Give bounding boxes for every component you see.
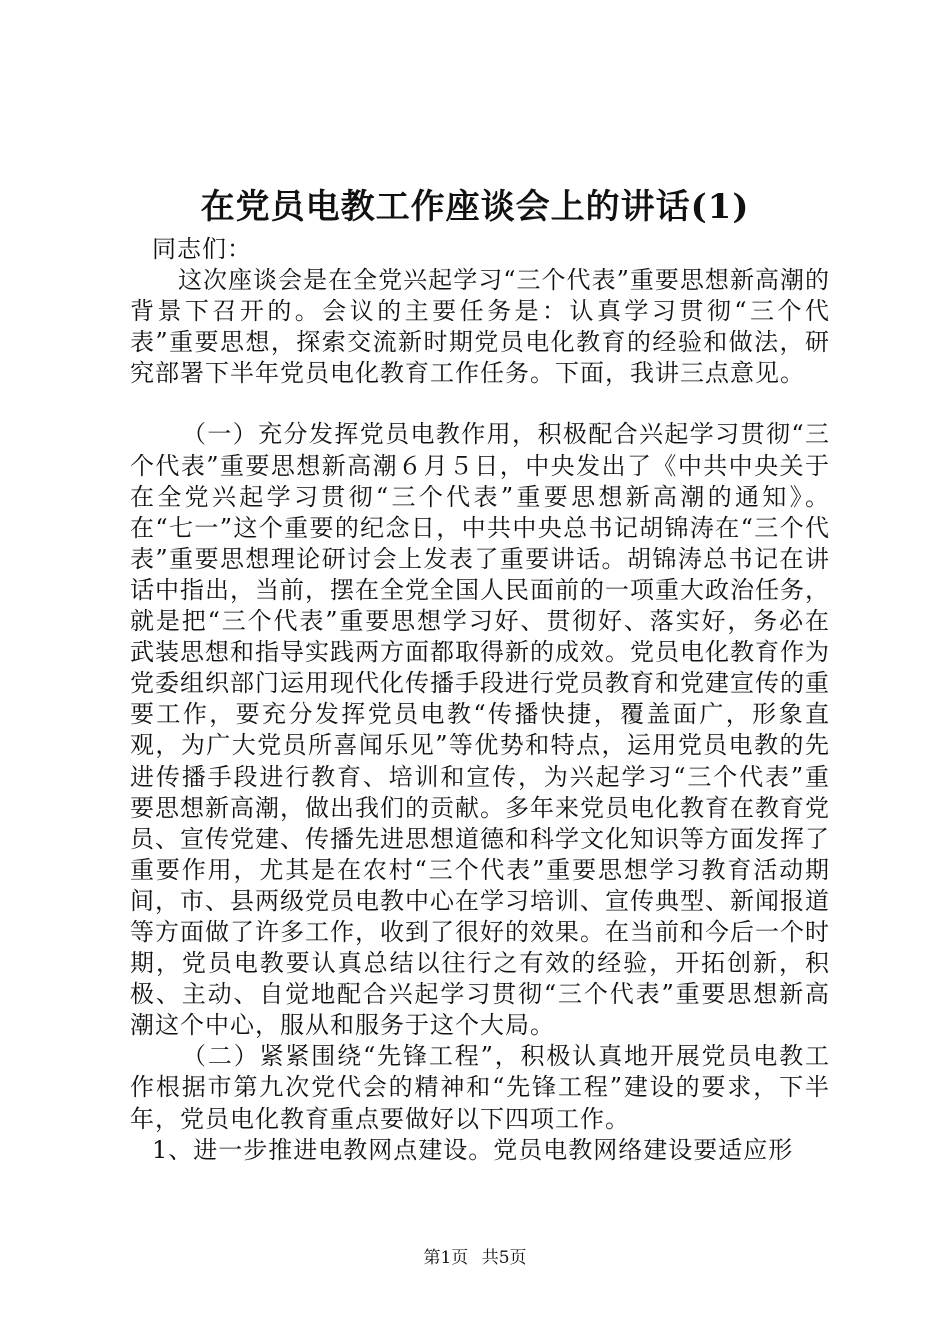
- salutation: 同志们：: [152, 235, 252, 263]
- page-footer: [0, 1246, 950, 1270]
- document-title: 在党员电教工作座谈会上的讲话(1): [200, 187, 750, 227]
- paragraph-item-one: 1、进一步推进电教网点建设。党员电教网络建设要适应形: [152, 1135, 794, 1164]
- paragraph-gap: [130, 389, 830, 419]
- document-body: [130, 234, 830, 1166]
- paragraph-intro: 这次座谈会是在全党兴起学习“三个代表”重要思想新高潮的背景下召开的。会议的主要任务是：认真学习贯彻“三个代表”重要思想，探索交流新时期党员电化教育的经验和做法，研究部署下半年党员电化教育工作任务。下面，我讲三点意见。: [130, 266, 830, 388]
- page-number: 第1页: [423, 1248, 469, 1268]
- paragraph-section-one: （一）充分发挥党员电教作用，积极配合兴起学习贯彻“三个代表”重要思想新高潮６月５日，中央发出了《中共中央关于在全党兴起学习贯彻“三个代表”重要思想新高潮的通知》。在“七一”这个重要的纪念日，中共中央总书记胡锦涛在“三个代表”重要思想理论研讨会上发表了重要讲话。胡锦涛总书记在讲话中指出，当前，摆在全党全国人民面前的一项重大政治任务，就是把“三个代表”重要思想学习好、贯彻好、落实好，务必在武装思想和指导实践两方面都取得新的成效。党员电化教育作为党委组织部门运用现代化传播手段进行党员教育和党建宣传的重要工作，要充分发挥党员电教“传播快捷，覆盖面广，形象直观，为广大党员所喜闻乐见”等优势和特点，运用党员电教的先进传播手段进行教育、培训和宣传，为兴起学习“三个代表”重要思想新高潮，做出我们的贡献。多年来党员电化教育在教育党员、宣传党建、传播先进思想道德和科学文化知识等方面发挥了重要作用，尤其是在农村“三个代表”重要思想学习教育活动期间，市、县两级党员电教中心在学习培训、宣传典型、新闻报道等方面做了许多工作，收到了很好的效果。在当前和今后一个时期，党员电教要认真总结以往行之有效的经验，开拓创新，积极、主动、自觉地配合兴起学习贯彻“三个代表”重要思想新高潮这个中心，服从和服务于这个大局。: [130, 420, 830, 1040]
- paragraph-section-two: （二）紧紧围绕“先锋工程”，积极认真地开展党员电教工作根据市第九次党代会的精神和“先锋工程”建设的要求，下半年，党员电化教育重点要做好以下四项工作。: [130, 1042, 830, 1133]
- page-total: 共5页: [481, 1248, 527, 1268]
